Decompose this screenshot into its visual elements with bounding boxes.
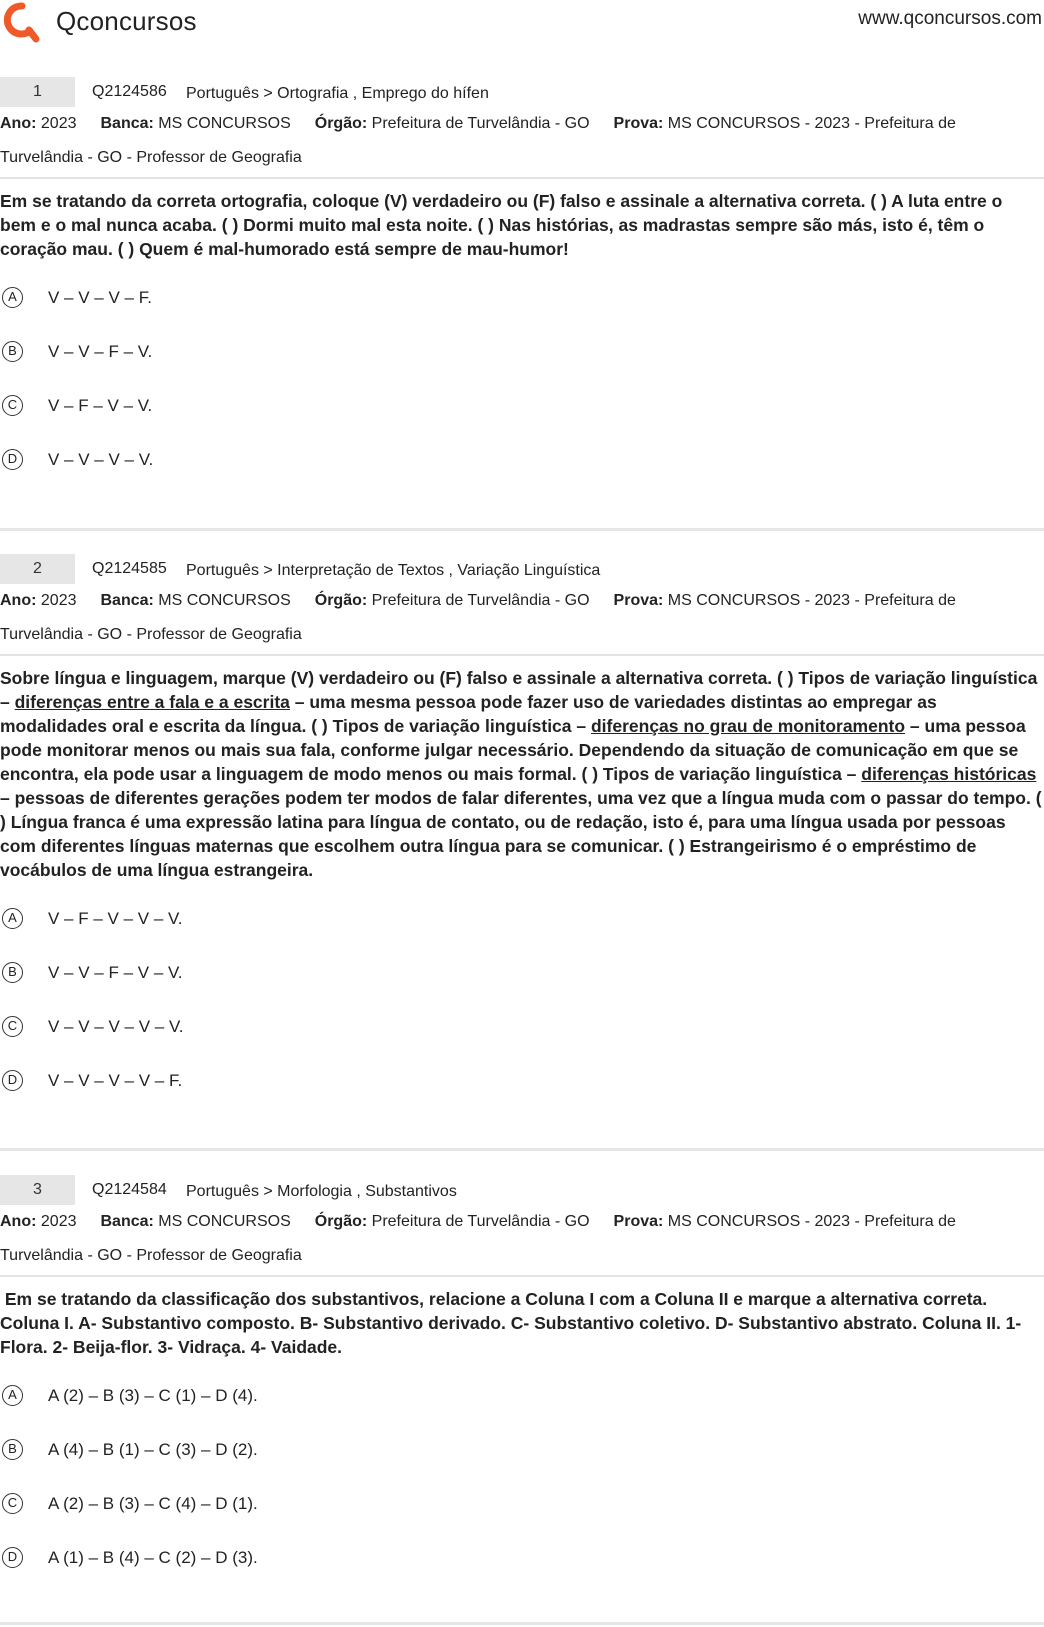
option-d[interactable]	[0, 439, 1044, 493]
divider	[0, 1275, 1044, 1277]
question-subject[interactable]: Português > Ortografia , Emprego do hífen	[186, 85, 489, 102]
statement-underline: diferenças no grau de monitoramento	[590, 716, 906, 736]
question-separator	[0, 1148, 1044, 1151]
option-text: A (4) – B (1) – C (3) – D (2).	[48, 1440, 258, 1459]
option-text: A (1) – B (4) – C (2) – D (3).	[48, 1548, 258, 1567]
option-a[interactable]	[0, 1375, 1044, 1429]
options-list	[0, 898, 1044, 1114]
option-letter[interactable]: C	[2, 1016, 23, 1037]
option-b[interactable]	[0, 1429, 1044, 1483]
option-text: V – V – V – V.	[48, 450, 154, 469]
option-letter[interactable]: B	[2, 962, 23, 983]
divider	[0, 654, 1044, 656]
question-1	[0, 77, 1044, 493]
prova-label: Prova:	[613, 1213, 664, 1230]
brand-name[interactable]: Qconcursos	[56, 6, 197, 36]
option-d[interactable]	[0, 1537, 1044, 1591]
option-letter[interactable]: C	[2, 395, 23, 416]
question-separator	[0, 528, 1044, 531]
statement-underline: diferenças entre a fala e a escrita	[14, 692, 290, 712]
option-a[interactable]	[0, 898, 1044, 952]
statement-text: Sobre língua e linguagem, marque (V) verdadeiro ou (F) falso e assinale a alternativa correta. ( ) Tipos de variação linguística –	[0, 668, 1038, 712]
option-text: V – V – F – V.	[48, 342, 153, 361]
prova-label: Prova:	[613, 592, 664, 609]
ano-label: Ano:	[0, 592, 37, 609]
site-url[interactable]: www.qconcursos.com	[858, 8, 1042, 29]
question-number: 2	[0, 554, 75, 584]
question-subject[interactable]: Português > Morfologia , Substantivos	[186, 1183, 457, 1200]
option-letter[interactable]: D	[2, 1070, 23, 1091]
option-c[interactable]	[0, 1006, 1044, 1060]
option-text: V – V – F – V – V.	[48, 963, 183, 982]
option-text: V – V – V – F.	[48, 288, 152, 307]
ano-value: 2023	[40, 115, 77, 132]
ano-value: 2023	[40, 1213, 77, 1230]
question-number: 1	[0, 77, 75, 107]
statement-text: – pessoas de diferentes gerações podem ter modos de falar diferentes, uma vez que a língua muda com o passar do tempo. ( ) Língua franca é uma expressão latina para língua de contato, ou de redação, isto é, para uma língua usada por pessoas com diferentes línguas maternas que escolhem outra língua para se comunicar. ( ) Estrangeirismo é o empréstimo de vocábulos de uma língua estrangeira.	[0, 788, 1042, 880]
option-a[interactable]	[0, 277, 1044, 331]
option-letter[interactable]: A	[2, 908, 23, 929]
question-subject[interactable]: Português > Interpretação de Textos , Variação Linguística	[186, 562, 601, 579]
ano-label: Ano:	[0, 1213, 37, 1230]
option-c[interactable]	[0, 1483, 1044, 1537]
statement-underline: diferenças históricas	[861, 764, 1037, 784]
orgao-value: Prefeitura de Turvelândia - GO	[371, 1213, 590, 1230]
prova-value: MS CONCURSOS - 2023 - Prefeitura de Turvelândia - GO - Professor de Geografia	[0, 592, 956, 643]
option-letter[interactable]: C	[2, 1493, 23, 1514]
orgao-label: Órgão:	[314, 1213, 368, 1230]
option-b[interactable]	[0, 331, 1044, 385]
banca-label: Banca:	[100, 592, 154, 609]
option-letter[interactable]: A	[2, 287, 23, 308]
banca-value: MS CONCURSOS	[158, 115, 291, 132]
banca-label: Banca:	[100, 1213, 154, 1230]
prova-value: MS CONCURSOS - 2023 - Prefeitura de Turvelândia - GO - Professor de Geografia	[0, 1213, 956, 1264]
option-text: V – F – V – V.	[48, 396, 153, 415]
question-2	[0, 554, 1044, 1114]
option-text: A (2) – B (3) – C (1) – D (4).	[48, 1386, 258, 1405]
banca-value: MS CONCURSOS	[158, 1213, 291, 1230]
option-letter[interactable]: D	[2, 449, 23, 470]
option-letter[interactable]: D	[2, 1547, 23, 1568]
question-statement	[0, 666, 1044, 882]
option-text: V – V – V – V – F.	[48, 1071, 183, 1090]
question-code[interactable]: Q2124584	[92, 1181, 167, 1198]
question-separator	[0, 1622, 1044, 1625]
statement-text: – uma mesma pessoa pode fazer uso de variedades distintas ao empregar as modalidades oral e escrita da língua. ( ) Tipos de variação linguística –	[0, 692, 937, 736]
banca-value: MS CONCURSOS	[158, 592, 291, 609]
options-list	[0, 277, 1044, 493]
option-letter[interactable]: B	[2, 1439, 23, 1460]
page-header	[0, 0, 1044, 48]
question-3	[0, 1175, 1044, 1591]
statement-text: – uma pessoa pode monitorar menos ou mais sua fala, conforme julgar necessário. Dependendo da situação de comunicação em que se encontra, ela pode usar a linguagem de modo menos ou mais formal. ( ) Tipos de variação linguística –	[0, 716, 1026, 784]
option-letter[interactable]: A	[2, 1385, 23, 1406]
banca-label: Banca:	[100, 115, 154, 132]
orgao-value: Prefeitura de Turvelândia - GO	[371, 115, 590, 132]
prova-label: Prova:	[613, 115, 664, 132]
divider	[0, 177, 1044, 179]
orgao-value: Prefeitura de Turvelândia - GO	[371, 592, 590, 609]
question-number: 3	[0, 1175, 75, 1205]
question-statement: Em se tratando da classificação dos substantivos, relacione a Coluna I com a Coluna II e marque a alternativa correta. Coluna I. A- Substantivo composto. B- Substantivo derivado. C- Substantivo coletivo. D- Substantivo abstrato. Coluna II. 1- Flora. 2- Beija-flor. 3- Vidraça. 4- Vaidade.	[0, 1289, 1027, 1357]
ano-value: 2023	[40, 592, 77, 609]
option-text: A (2) – B (3) – C (4) – D (1).	[48, 1494, 258, 1513]
orgao-label: Órgão:	[314, 115, 368, 132]
question-meta	[0, 107, 1044, 175]
question-meta	[0, 1205, 1044, 1273]
qconcursos-logo-icon[interactable]	[0, 0, 46, 44]
question-code[interactable]: Q2124585	[92, 560, 167, 577]
ano-label: Ano:	[0, 115, 37, 132]
option-d[interactable]	[0, 1060, 1044, 1114]
question-code[interactable]: Q2124586	[92, 83, 167, 100]
prova-value: MS CONCURSOS - 2023 - Prefeitura de Turvelândia - GO - Professor de Geografia	[0, 115, 956, 166]
orgao-label: Órgão:	[314, 592, 368, 609]
option-text: V – F – V – V – V.	[48, 909, 183, 928]
option-c[interactable]	[0, 385, 1044, 439]
question-statement: Em se tratando da correta ortografia, coloque (V) verdadeiro ou (F) falso e assinale a alternativa correta. ( ) A luta entre o bem e o mal nunca acaba. ( ) Dormi muito mal esta noite. ( ) Nas histórias, as madrastas sempre são más, isto é, têm o coração mau. ( ) Quem é mal-humorado está sempre de mau-humor!	[0, 191, 1003, 259]
option-b[interactable]	[0, 952, 1044, 1006]
options-list	[0, 1375, 1044, 1591]
option-letter[interactable]: B	[2, 341, 23, 362]
question-meta	[0, 584, 1044, 652]
option-text: V – V – V – V – V.	[48, 1017, 184, 1036]
